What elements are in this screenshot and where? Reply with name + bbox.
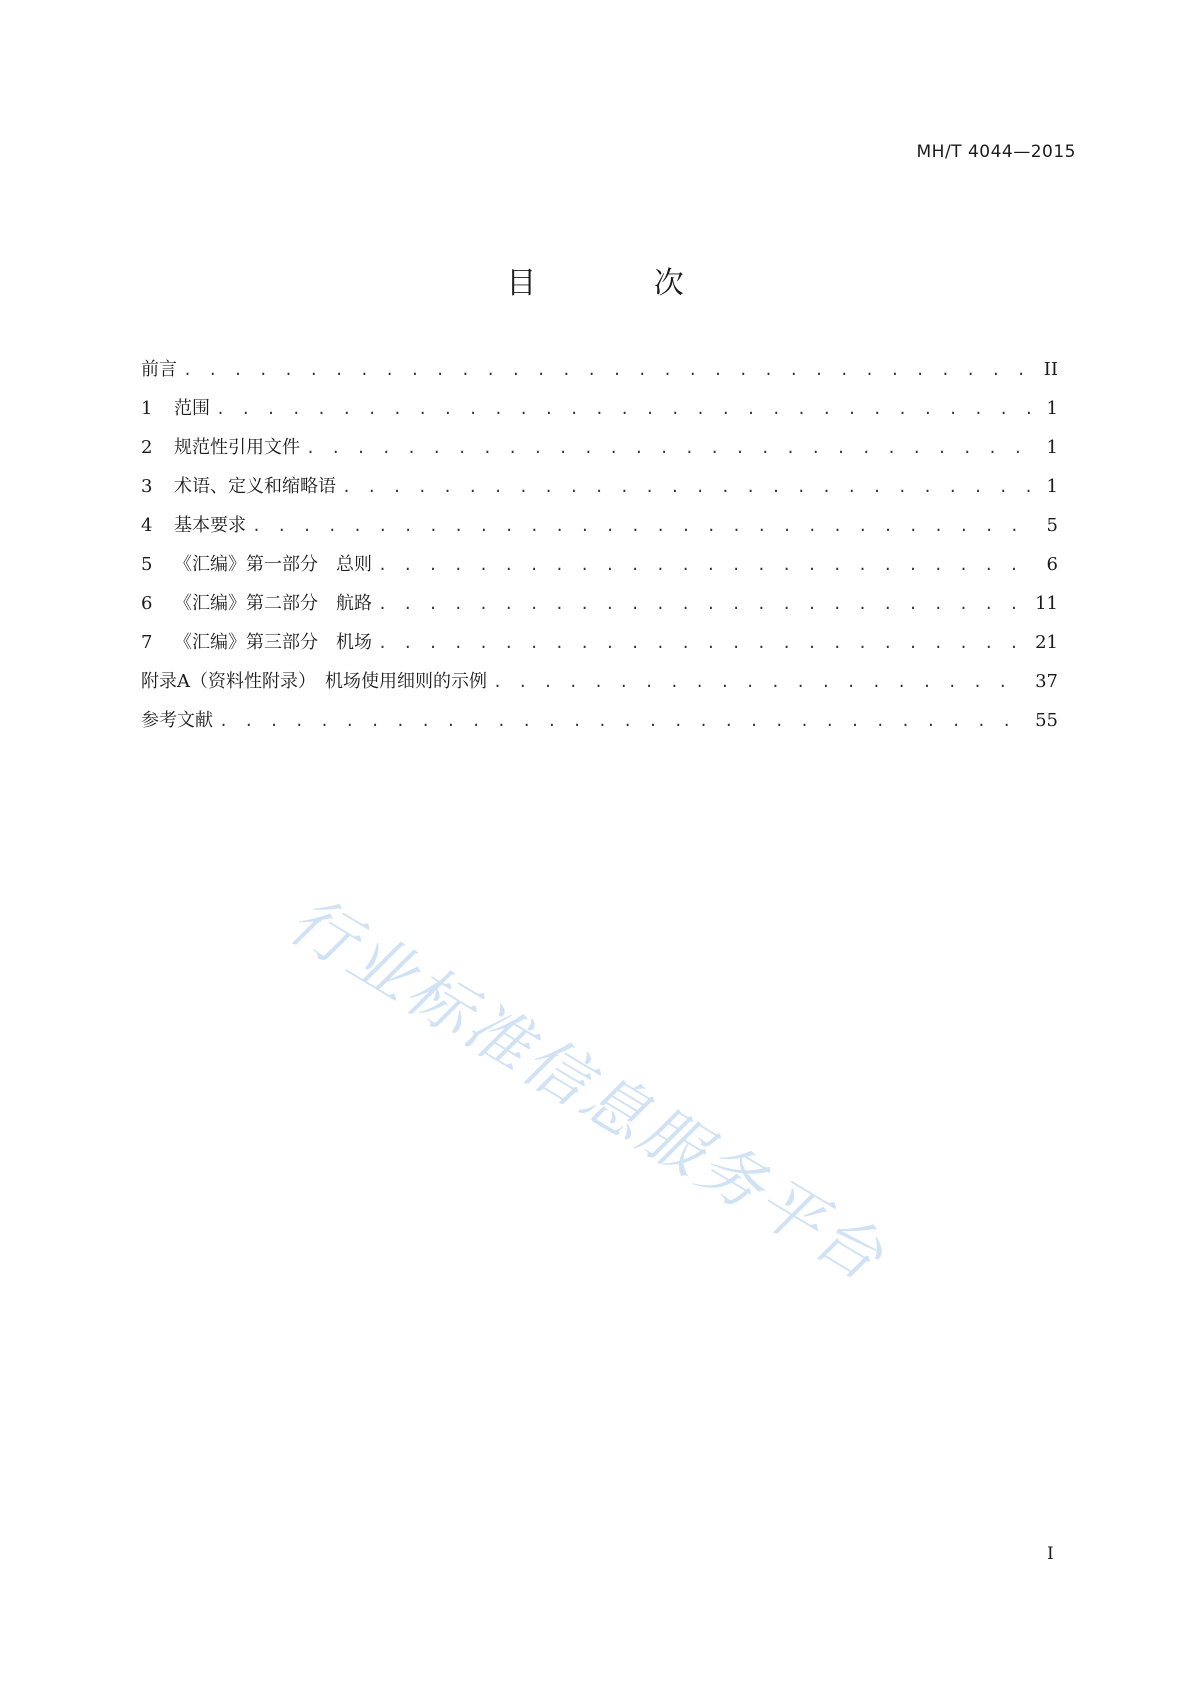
toc-title: 目 次	[506, 266, 738, 301]
toc-entry-page: 1	[1046, 398, 1058, 419]
toc-entry-text: 《汇编》第二部分 航路	[174, 593, 372, 614]
toc-list	[141, 355, 1058, 745]
toc-leader-dots	[216, 400, 1038, 418]
toc-entry-page: 1	[1046, 437, 1058, 458]
toc-entry-part-two-enroute[interactable]	[141, 589, 1058, 628]
toc-entry-text: 范围	[174, 398, 210, 419]
toc-entry-page: II	[1043, 359, 1058, 380]
toc-entry-bibliography[interactable]	[141, 706, 1058, 745]
toc-entry-text: 术语、定义和缩略语	[174, 476, 336, 497]
toc-entry-terms-definitions[interactable]	[141, 472, 1058, 511]
toc-entry-part-three-aerodrome[interactable]	[141, 628, 1058, 667]
toc-leader-dots	[493, 673, 1027, 691]
toc-entry-page: 37	[1035, 671, 1058, 692]
toc-entry-page: 5	[1046, 515, 1058, 536]
page-number: I	[1047, 1544, 1054, 1564]
toc-entry-text: 规范性引用文件	[174, 437, 300, 458]
toc-leader-dots	[183, 361, 1036, 379]
toc-entry-text: 《汇编》第三部分 机场	[174, 632, 372, 653]
toc-entry-text: 参考文献	[141, 710, 213, 731]
toc-leader-dots	[306, 439, 1038, 457]
toc-entry-page: 55	[1035, 710, 1058, 731]
toc-leader-dots	[378, 595, 1027, 613]
toc-entry-foreword[interactable]	[141, 355, 1058, 394]
toc-entry-number: 3	[141, 476, 153, 497]
toc-entry-text: 前言	[141, 359, 177, 380]
toc-entry-text: 附录A（资料性附录） 机场使用细则的示例	[141, 671, 487, 692]
toc-leader-dots	[219, 712, 1027, 730]
toc-entry-part-one-general[interactable]	[141, 550, 1058, 589]
toc-entry-number: 4	[141, 515, 153, 536]
toc-entry-text: 《汇编》第一部分 总则	[174, 554, 372, 575]
toc-leader-dots	[378, 556, 1038, 574]
toc-entry-text: 基本要求	[174, 515, 246, 536]
toc-leader-dots	[342, 478, 1038, 496]
toc-entry-page: 21	[1035, 632, 1058, 653]
toc-entry-number: 5	[141, 554, 153, 575]
toc-leader-dots	[252, 517, 1038, 535]
document-code: MH/T 4044—2015	[916, 142, 1076, 162]
toc-entry-page: 6	[1046, 554, 1058, 575]
toc-entry-basic-requirements[interactable]	[141, 511, 1058, 550]
toc-entry-number: 7	[141, 632, 153, 653]
watermark: 行业标准信息服务平台	[276, 883, 898, 1297]
toc-entry-page: 1	[1046, 476, 1058, 497]
toc-entry-normative-references[interactable]	[141, 433, 1058, 472]
toc-leader-dots	[378, 634, 1027, 652]
toc-entry-page: 11	[1035, 593, 1058, 614]
toc-entry-number: 2	[141, 437, 153, 458]
toc-entry-number: 1	[141, 398, 153, 419]
toc-entry-scope[interactable]	[141, 394, 1058, 433]
toc-entry-number: 6	[141, 593, 153, 614]
toc-entry-annex-a[interactable]	[141, 667, 1058, 706]
